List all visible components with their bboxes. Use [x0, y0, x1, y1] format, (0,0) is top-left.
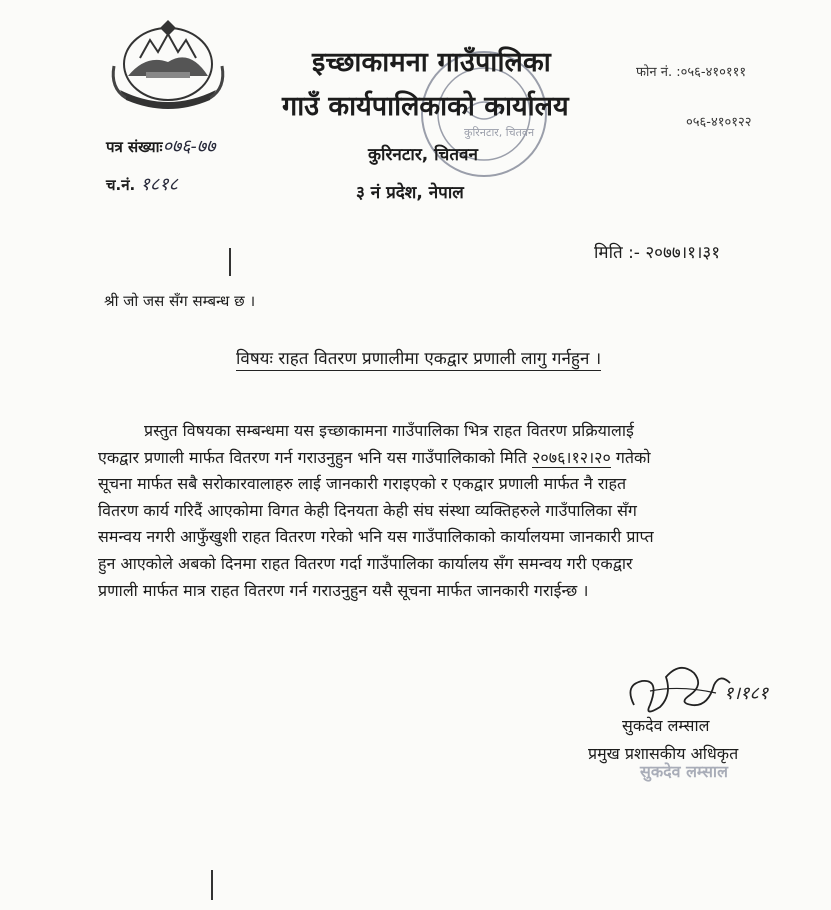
office-name: गाउँ कार्यपालिकाको कार्यालय — [282, 91, 569, 122]
body-line: प्रणाली मार्फत मात्र राहत वितरण गर्न गराउनुहुन यसै सूचना मार्फत जानकारी गराईन्छ । — [98, 580, 589, 600]
letter-number — [106, 134, 215, 158]
body-date: २०७६।१२।२० — [532, 447, 611, 467]
scan-mark — [229, 248, 231, 276]
nepal-emblem-icon — [106, 18, 230, 114]
signature-date: १।१८१ — [724, 683, 769, 704]
letter-number-label: पत्र संख्याः — [106, 138, 163, 156]
body-line: सूचना मार्फत सबै सरोकारवालाहरु लाई जानकारी गराइएको र एकद्वार प्रणाली मार्फत नै राहत — [98, 474, 627, 494]
address-line-1: कुरिनटार, चितवन — [368, 145, 478, 165]
phone-number-2: ०५६-४१०१२२ — [686, 115, 752, 130]
body-line: एकद्वार प्रणाली मार्फत वितरण गर्न गराउनुहुन भनि यस गाउँपालिकाको मिति २०७६।१२।२० गतेको — [98, 447, 651, 467]
signer-name: सुकदेव लम्साल — [622, 716, 710, 735]
subject-line: विषयः राहत वितरण प्रणालीमा एकद्वार प्रणाली लागु गर्नहुन । — [236, 346, 601, 371]
dispatch-number-value: १८१८ — [140, 174, 178, 195]
letter-number-value: ०७६-७७ — [162, 136, 216, 157]
letter-date: मिति :- २०७७।१।३१ — [594, 243, 721, 263]
body-line: समन्वय नगरी आफुँखुशी राहत वितरण गरेको भनि यस गाउँपालिकाको कार्यालयमा जानकारी प्राप्त — [98, 527, 654, 547]
scan-mark — [211, 870, 213, 900]
name-stamp: सुकदेव लम्साल — [640, 762, 728, 781]
address-line-2: ३ नं प्रदेश, नेपाल — [356, 183, 464, 203]
body-line: हुन आएकोले अबको दिनमा राहत वितरण गर्दा गाउँपालिका कार्यालय सँग समन्वय गरी एकद्वार — [98, 553, 633, 573]
signer-title: प्रमुख प्रशासकीय अधिकृत — [588, 744, 739, 763]
phone-number-1: फोन नं. :०५६-४१०१११ — [636, 65, 747, 80]
salutation: श्री जो जस सँग सम्बन्ध छ । — [104, 292, 256, 310]
body-line: प्रस्तुत विषयका सम्बन्धमा यस इच्छाकामना गाउँपालिका भित्र राहत वितरण प्रक्रियालाई — [144, 421, 634, 440]
letter-body — [98, 418, 766, 604]
stamp-text: कुरिनटार, चितवन — [464, 126, 535, 139]
body-line: वितरण कार्य गरिदैं आएकोमा विगत केही दिनयता केही संघ संस्था व्यक्तिहरुले गाउँपालिका सँग — [98, 500, 637, 520]
dispatch-number-label: च.नं. — [106, 176, 136, 194]
org-name: इच्छाकामना गाउँपालिका — [312, 47, 551, 78]
dispatch-number — [106, 172, 178, 196]
